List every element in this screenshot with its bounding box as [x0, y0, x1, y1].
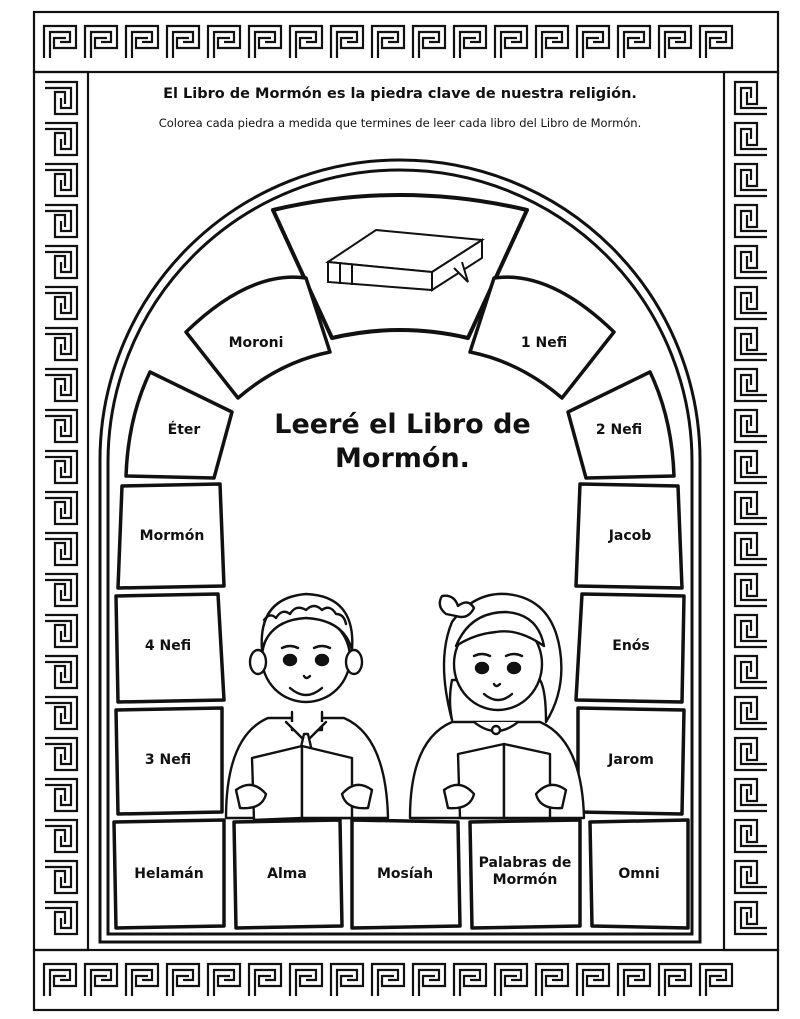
greek-key-tile	[290, 26, 322, 58]
greek-key-tile	[735, 205, 767, 237]
greek-key-tile	[45, 287, 77, 319]
stone-label-omni: Omni	[618, 865, 660, 882]
greek-key-tile	[45, 369, 77, 401]
greek-key-tile	[208, 26, 240, 58]
stone-label-palabras: Palabras de Mormón	[478, 855, 572, 888]
greek-key-tile	[44, 964, 76, 996]
greek-key-tile	[454, 26, 486, 58]
greek-key-tile	[700, 26, 732, 58]
greek-key-tile	[126, 964, 158, 996]
stone-label-3-nefi: 3 Nefi	[144, 751, 192, 768]
greek-key-tile	[659, 26, 691, 58]
greek-key-tile	[208, 964, 240, 996]
greek-key-tile	[735, 246, 767, 278]
greek-key-tile	[735, 410, 767, 442]
greek-key-tile	[536, 26, 568, 58]
greek-key-tile	[45, 697, 77, 729]
greek-key-tile	[167, 964, 199, 996]
greek-key-tile	[735, 902, 767, 934]
greek-key-tile	[45, 533, 77, 565]
stone-label-helaman: Helamán	[134, 865, 204, 882]
greek-key-tile	[735, 369, 767, 401]
greek-key-tile	[735, 738, 767, 770]
greek-key-tile	[45, 410, 77, 442]
greek-key-tile	[735, 656, 767, 688]
greek-key-tile	[372, 964, 404, 996]
greek-key-tile	[735, 287, 767, 319]
greek-key-tile	[45, 820, 77, 852]
greek-key-tile	[618, 26, 650, 58]
greek-key-tile	[167, 26, 199, 58]
greek-key-tile	[735, 697, 767, 729]
greek-key-tile	[45, 246, 77, 278]
greek-key-tile	[45, 861, 77, 893]
greek-key-tile	[331, 26, 363, 58]
greek-key-tile	[735, 533, 767, 565]
greek-key-tile	[735, 164, 767, 196]
greek-key-tile	[735, 328, 767, 360]
greek-key-tile	[126, 26, 158, 58]
greek-key-tile	[735, 574, 767, 606]
greek-key-tile	[495, 964, 527, 996]
stone-label-mormon: Mormón	[139, 527, 205, 544]
greek-key-tile	[495, 26, 527, 58]
greek-key-tile	[290, 964, 322, 996]
greek-key-tile	[735, 779, 767, 811]
greek-key-tile	[577, 964, 609, 996]
greek-key-tile	[45, 328, 77, 360]
greek-key-tile	[413, 964, 445, 996]
greek-key-tile	[45, 738, 77, 770]
stone-label-2-nefi: 2 Nefi	[595, 421, 643, 438]
greek-key-tile	[45, 451, 77, 483]
greek-key-tile	[45, 902, 77, 934]
greek-key-tile	[659, 964, 691, 996]
greek-key-tile	[735, 861, 767, 893]
greek-key-tile	[735, 820, 767, 852]
greek-key-tile	[45, 779, 77, 811]
greek-key-tile	[454, 964, 486, 996]
greek-key-tile	[45, 656, 77, 688]
greek-key-tile	[45, 492, 77, 524]
greek-key-tile	[735, 492, 767, 524]
greek-key-tile	[45, 164, 77, 196]
greek-key-tile	[45, 205, 77, 237]
greek-key-tile	[735, 615, 767, 647]
greek-key-tile	[577, 26, 609, 58]
greek-key-tile	[44, 26, 76, 58]
stone-label-alma: Alma	[267, 865, 307, 882]
stone-label-jarom: Jarom	[608, 751, 654, 768]
stone-label-enos: Enós	[612, 637, 650, 654]
instructions-text: Colorea cada piedra a medida que termines de leer cada libro del Libro de Mormón.	[158, 116, 642, 130]
greek-key-tile	[85, 26, 117, 58]
stone-label-moroni: Moroni	[228, 334, 284, 351]
stone-label-eter: Éter	[167, 421, 201, 438]
greek-key-tile	[45, 615, 77, 647]
greek-key-tile	[372, 26, 404, 58]
page-heading: El Libro de Mormón es la piedra clave de nuestra religión.	[163, 86, 637, 102]
greek-key-tile	[536, 964, 568, 996]
greek-key-tile	[85, 964, 117, 996]
stone-label-mosiah: Mosíah	[376, 865, 434, 882]
greek-key-tile	[249, 26, 281, 58]
greek-key-tile	[331, 964, 363, 996]
greek-key-tile	[413, 26, 445, 58]
stone-label-jacob: Jacob	[608, 527, 652, 544]
greek-key-tile	[45, 574, 77, 606]
greek-key-tile	[735, 451, 767, 483]
greek-key-tile	[249, 964, 281, 996]
greek-key-tile	[700, 964, 732, 996]
motto-title: Leeré el Libro de Mormón.	[274, 409, 531, 474]
stone-label-4-nefi: 4 Nefi	[144, 637, 192, 654]
stone-label-1-nefi: 1 Nefi	[520, 334, 568, 351]
greek-key-tile	[618, 964, 650, 996]
